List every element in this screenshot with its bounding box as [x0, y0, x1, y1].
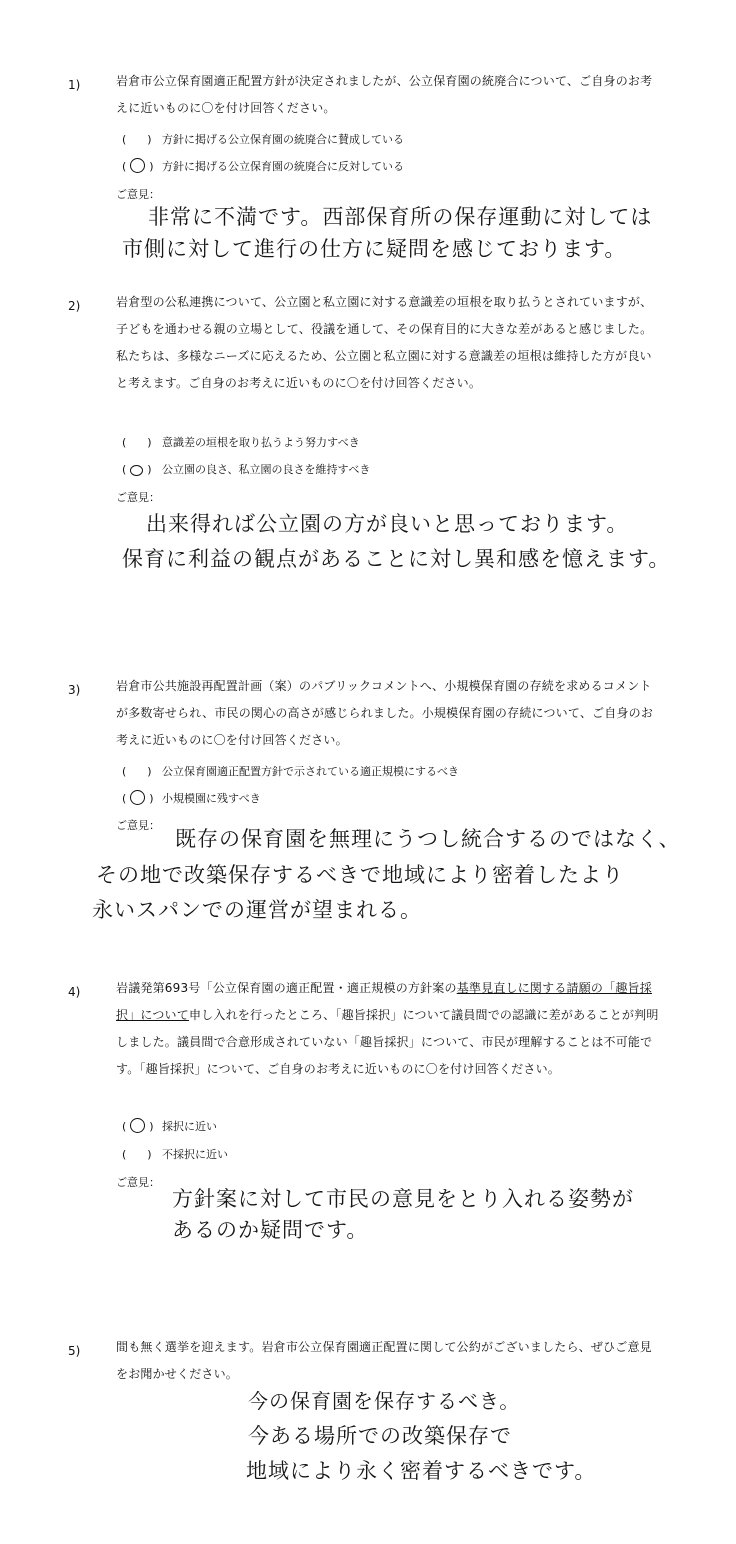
handwritten-line: 非常に不満です。西部保育所の保存運動に対しては — [148, 205, 653, 229]
question-4-text-part: 申し入れを行ったところ、「趣旨採択」について議員間での認識に差があることが判明しました。議員間で合意形成されていない「趣旨採択」について、市民が理解することは不可能です。「趣旨採択」について、ご自身のお考えに近いものに〇を付け回答ください。 — [116, 1008, 659, 1076]
option-label: 公立保育園適正配置方針で示されている適正規模にするべき — [162, 765, 459, 778]
question-3-text: 岩倉市公共施設再配置計画（案）のパブリックコメントへ、小規模保育園の存続を求めるコメントが多数寄せられ、市民の関心の高さが感じられました。小規模保育園の存続について、ご自身のお考えに近いものに〇を付け回答ください。 — [116, 679, 654, 747]
option-label: 採択に近い — [162, 1120, 217, 1133]
question-5-text: 間も無く選挙を迎えます。岩倉市公立保育園適正配置に関して公約がございましたら、ぜひご意見をお聞かせください。 — [116, 1340, 652, 1381]
option-label: 方針に掲げる公立保育園の統廃合に反対している — [162, 160, 404, 173]
option-label: 不採択に近い — [162, 1148, 228, 1161]
question-3-option-1[interactable]: ( ) 公立保育園適正配置方針で示されている適正規模にするべき — [122, 765, 459, 778]
question-1-number: 1) — [68, 78, 81, 92]
question-4-number: 4) — [68, 985, 81, 999]
option-label: 小規模園に残すべき — [162, 792, 261, 805]
question-1-option-2[interactable]: ( ) 方針に掲げる公立保育園の統廃合に反対している — [122, 160, 404, 173]
circle-mark-icon — [130, 790, 145, 805]
opinion-label: ご意見： — [116, 819, 160, 832]
handwritten-line: 方針案に対して市民の意見をとり入れる姿勢が — [172, 1187, 634, 1211]
question-4-text-part: 岩議発第693号「公立保育園の適正配置・適正規模の方針案の — [116, 981, 457, 995]
underlined-text: 基準見直しに関する請願 — [456, 981, 591, 995]
question-4-option-1[interactable]: ( ) 採択に近い — [122, 1120, 217, 1133]
question-5-number: 5) — [68, 1344, 81, 1358]
handwritten-line: 市側に対して進行の仕方に疑問を感じております。 — [122, 237, 627, 261]
question-2-text: 岩倉型の公私連携について、公立園と私立園に対する意識差の垣根を取り払うとされていますが、子どもを通わせる親の立場として、役議を通して、その保育目的に大きな差があると感じました。私たちは、多様なニーズに応えるため、公立園と私立園に対する意識差の垣根は維持した方が良いと考えます。ご自身のお考えに近いものに〇を付け回答ください。 — [116, 295, 653, 390]
question-4-text — [116, 975, 661, 1083]
option-label: 意識差の垣根を取り払うよう努力すべき — [162, 436, 360, 449]
opinion-label: ご意見： — [116, 1176, 160, 1189]
circle-mark-icon — [130, 158, 145, 173]
handwritten-line: 今ある場所での改築保存で — [248, 1424, 512, 1448]
option-label: 公立園の良さ、私立園の良さを維持すべき — [162, 463, 371, 476]
opinion-label: ご意見： — [116, 491, 160, 504]
handwritten-line: 今の保育園を保存するべき。 — [248, 1389, 521, 1413]
handwritten-line: その地で改築保存するべきで地域により密着したより — [96, 863, 624, 887]
handwritten-line: 出来得れば公立園の方が良いと思っております。 — [146, 512, 629, 536]
question-4-option-2[interactable]: ( ) 不採択に近い — [122, 1148, 228, 1161]
question-2-option-2[interactable]: ( ) 公立園の良さ、私立園の良さを維持すべき — [122, 463, 371, 476]
underlined-text: の「趣旨採択」について — [116, 981, 652, 1022]
opinion-label: ご意見： — [116, 188, 160, 201]
question-3-number: 3) — [68, 683, 81, 697]
handwritten-line: あるのか疑問です。 — [172, 1218, 369, 1242]
question-1-text: 岩倉市公立保育園適正配置方針が決定されましたが、公立保育園の統廃合について、ご自身のお考えに近いものに〇を付け回答ください。 — [116, 74, 653, 115]
question-1-option-1[interactable]: ( ) 方針に掲げる公立保育園の統廃合に賛成している — [122, 133, 404, 146]
option-label: 方針に掲げる公立保育園の統廃合に賛成している — [162, 133, 404, 146]
circle-mark-icon — [130, 465, 143, 476]
handwritten-line: 保育に利益の観点があることに対し異和感を憶えます。 — [122, 547, 671, 571]
circle-mark-icon — [130, 1118, 145, 1133]
question-2-number: 2) — [68, 299, 81, 313]
question-2-option-1[interactable]: ( ) 意識差の垣根を取り払うよう努力すべき — [122, 436, 360, 449]
handwritten-line: 永いスパンでの運営が望まれる。 — [92, 898, 422, 922]
question-3-option-2[interactable]: ( ) 小規模園に残すべき — [122, 792, 261, 805]
handwritten-line: 既存の保育園を無理にうつし統合するのではなく、 — [175, 827, 681, 851]
handwritten-line: 地域により永く密着するべきです。 — [246, 1459, 597, 1483]
